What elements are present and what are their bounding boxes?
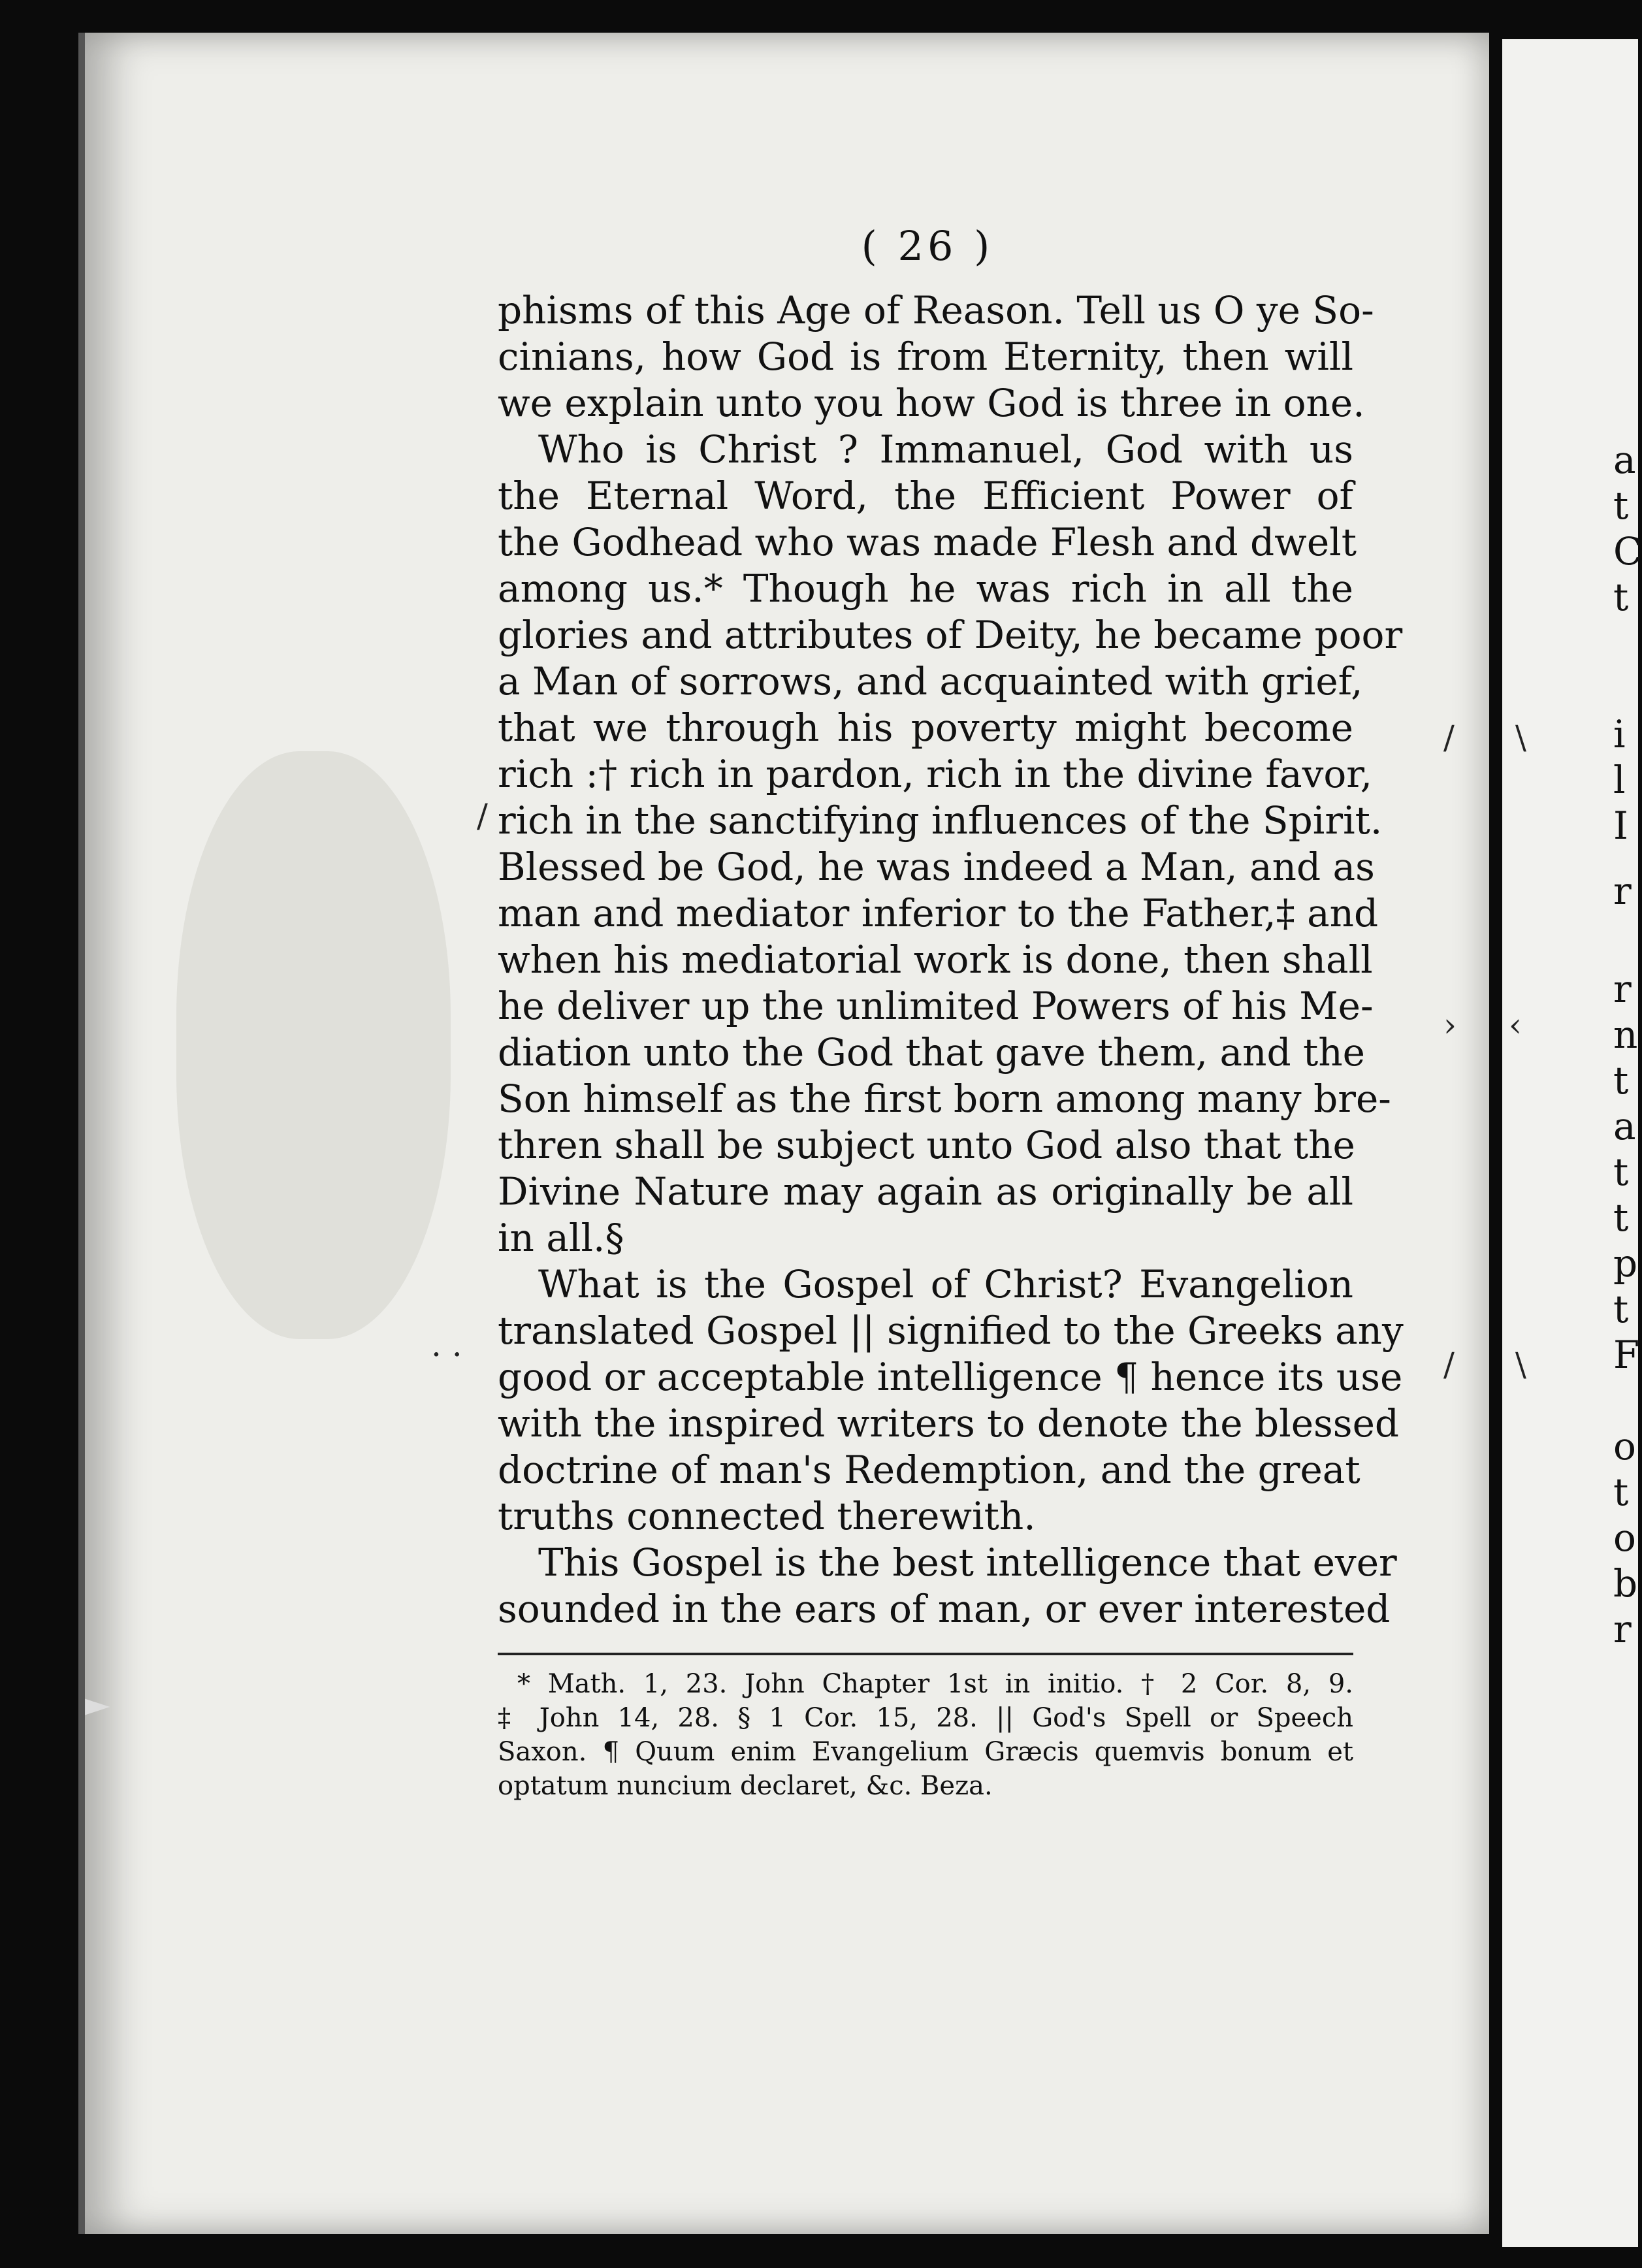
text-line: Son himself as the first born among many bre-: [498, 1077, 1391, 1121]
facing-page-letter: t: [1613, 1150, 1629, 1194]
margin-mark: . .: [431, 1326, 462, 1364]
margin-mark: ‹: [1509, 1006, 1522, 1044]
facing-page-letter: t: [1613, 1195, 1629, 1240]
facing-page-letter: l: [1613, 758, 1626, 802]
text-line: cinians, how God is from Eternity, then will: [498, 334, 1353, 379]
facing-page-letter: t: [1613, 1287, 1629, 1331]
footnote-line: * Math. 1, 23. John Chapter 1st in initio. † 2 Cor. 8, 9.: [517, 1669, 1353, 1699]
margin-mark: ›: [1443, 1006, 1457, 1044]
text-line: thren shall be subject unto God also that the: [498, 1123, 1355, 1167]
margin-mark: \: [1515, 1346, 1526, 1384]
text-line: truths connected therewith.: [498, 1494, 1036, 1538]
facing-page-letter: n: [1613, 1012, 1638, 1057]
footnotes: [498, 1667, 1353, 1803]
margin-mark: /: [1443, 1346, 1455, 1384]
facing-page-letter: r: [1613, 869, 1632, 913]
text-line: Who is Christ ? Immanuel, God with us: [538, 427, 1353, 472]
facing-page-letter: i: [1613, 712, 1626, 756]
text-line: diation unto the God that gave them, and the: [498, 1030, 1365, 1075]
text-line: a Man of sorrows, and acquainted with grief,: [498, 659, 1363, 704]
text-line: in all.§: [498, 1216, 624, 1260]
text-line: the Godhead who was made Flesh and dwelt: [498, 520, 1357, 564]
facing-page-letter: t: [1613, 483, 1629, 528]
text-line: phisms of this Age of Reason. Tell us O ye So-: [498, 288, 1374, 332]
text-line: the Eternal Word, the Efficient Power of: [498, 474, 1353, 518]
text-line: Blessed be God, he was indeed a Man, and as: [498, 845, 1375, 889]
facing-page-letter: o: [1613, 1515, 1636, 1560]
margin-mark: /: [477, 797, 488, 835]
text-line: that we through his poverty might become: [498, 705, 1353, 750]
text-line: among us.* Though he was rich in all the: [498, 566, 1353, 611]
text-line: This Gospel is the best intelligence that ever: [538, 1540, 1397, 1585]
facing-page-letter: p: [1613, 1241, 1638, 1286]
text-line: rich in the sanctifying influences of the Spirit.: [498, 798, 1383, 843]
facing-page-letter: t: [1613, 575, 1629, 619]
text-line: glories and attributes of Deity, he became poor: [498, 613, 1403, 657]
facing-page-letter: I: [1613, 803, 1628, 848]
facing-page-letter: a: [1613, 1104, 1636, 1148]
footnote-line: Saxon. ¶ Quum enim Evangelium Græcis quemvis bonum et: [498, 1737, 1353, 1767]
facing-page-letter: r: [1613, 967, 1632, 1011]
body-text: [498, 287, 1404, 1632]
text-line: doctrine of man's Redemption, and the great: [498, 1448, 1360, 1492]
text-line: What is the Gospel of Christ? Evangelion: [538, 1262, 1353, 1306]
facing-page-letter: t: [1613, 1058, 1629, 1103]
text-line: when his mediatorial work is done, then shall: [498, 937, 1373, 982]
text-line: good or acceptable intelligence ¶ hence its use: [498, 1355, 1403, 1399]
margin-mark: /: [1443, 719, 1455, 756]
text-line: with the inspired writers to denote the blessed: [498, 1401, 1400, 1446]
facing-page-letter: t: [1613, 1470, 1629, 1514]
facing-page-letter: a: [1613, 438, 1636, 482]
text-line: he deliver up the unlimited Powers of his Me-: [498, 984, 1374, 1028]
footnote-line: ‡ John 14, 28. § 1 Cor. 15, 28. || God's Spell or Speech: [498, 1703, 1353, 1733]
facing-page-letter: C: [1613, 529, 1642, 574]
text-line: Divine Nature may again as originally be all: [498, 1169, 1353, 1214]
text-line: we explain unto you how God is three in one.: [498, 381, 1365, 425]
paper-stain: [176, 751, 451, 1339]
text-line: translated Gospel || signified to the Greeks any: [498, 1308, 1404, 1353]
facing-page-letter: r: [1613, 1607, 1632, 1651]
text-line: man and mediator inferior to the Father,‡ and: [498, 891, 1379, 935]
margin-mark: \: [1515, 719, 1526, 756]
facing-page-letter: F: [1613, 1333, 1640, 1377]
footnote-line: optatum nuncium declaret, &c. Beza.: [498, 1771, 993, 1801]
margin-mark: ►: [85, 1685, 110, 1723]
page-number: ( 26 ): [861, 222, 994, 270]
footnote-rule: [498, 1653, 1353, 1655]
text-line: sounded in the ears of man, or ever interested: [498, 1587, 1391, 1631]
text-line: rich :† rich in pardon, rich in the divine favor,: [498, 752, 1373, 796]
facing-page-letter: o: [1613, 1424, 1636, 1468]
facing-page-letter: b: [1613, 1561, 1638, 1606]
